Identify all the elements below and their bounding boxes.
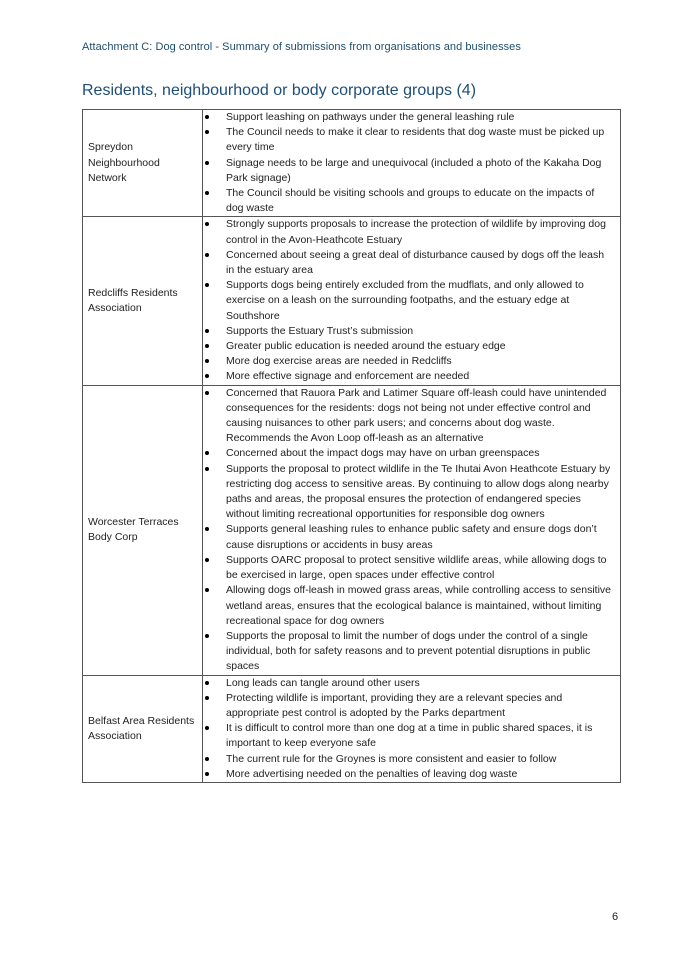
list-item: Signage needs to be large and unequivocal (included a photo of the Kakaha Dog Park signage) — [203, 156, 612, 186]
submission-points — [203, 110, 621, 217]
list-item: It is difficult to control more than one dog at a time in public shared spaces, it is important to keep everyone safe — [203, 721, 612, 751]
table-row — [83, 110, 621, 217]
document-header: Attachment C: Dog control - Summary of submissions from organisations and businesses — [82, 41, 521, 53]
list-item: Supports the proposal to limit the number of dogs under the control of a single individual, both for safety reasons and to prevent potential disruptions in public spaces — [203, 629, 612, 675]
section-title: Residents, neighbourhood or body corporate groups (4) — [82, 82, 477, 99]
bullet-list — [203, 676, 612, 782]
submissions-table — [82, 109, 621, 783]
submission-points — [203, 675, 621, 782]
table-row — [83, 675, 621, 782]
list-item: The Council needs to make it clear to residents that dog waste must be picked up every time — [203, 125, 612, 155]
list-item: More effective signage and enforcement are needed — [203, 369, 612, 384]
bullet-list — [203, 386, 612, 675]
bullet-list — [203, 217, 612, 384]
list-item: Concerned about seeing a great deal of disturbance caused by dogs off the leash in the estuary area — [203, 248, 612, 278]
list-item: Supports the Estuary Trust’s submission — [203, 324, 612, 339]
list-item: Supports the proposal to protect wildlife in the Te Ihutai Avon Heathcote Estuary by restricting dog access to sensitive areas. By continuing to allow dogs along nearby paths and areas, the proposal ensures the protection of endangered species without limiting recreational opportunities for responsible dog owners — [203, 462, 612, 523]
list-item: Allowing dogs off-leash in mowed grass areas, while controlling access to sensitive wetland areas, ensures that the ecological balance is maintained, without limiting recreational space for dog owners — [203, 583, 612, 629]
list-item: More dog exercise areas are needed in Redcliffs — [203, 354, 612, 369]
list-item: Support leashing on pathways under the general leashing rule — [203, 110, 612, 125]
list-item: More advertising needed on the penalties of leaving dog waste — [203, 767, 612, 782]
list-item: Supports general leashing rules to enhance public safety and ensure dogs don’t cause disruptions or accidents in busy areas — [203, 522, 612, 552]
page-number: 6 — [612, 911, 619, 923]
list-item: The Council should be visiting schools and groups to educate on the impacts of dog waste — [203, 186, 612, 216]
list-item: Long leads can tangle around other users — [203, 676, 612, 691]
bullet-list — [203, 110, 612, 216]
organisation-name: Belfast Area Residents Association — [83, 675, 203, 782]
organisation-name: Spreydon Neighbourhood Network — [83, 110, 203, 217]
list-item: Concerned about the impact dogs may have on urban greenspaces — [203, 446, 612, 461]
submission-points — [203, 217, 621, 385]
list-item: Strongly supports proposals to increase the protection of wildlife by improving dog control in the Avon-Heathcote Estuary — [203, 217, 612, 247]
table-row — [83, 385, 621, 675]
list-item: Supports dogs being entirely excluded from the mudflats, and only allowed to exercise on a leash on the surrounding footpaths, and the estuary edge at Southshore — [203, 278, 612, 324]
submission-points — [203, 385, 621, 675]
table-row — [83, 217, 621, 385]
list-item: Greater public education is needed around the estuary edge — [203, 339, 612, 354]
list-item: Supports OARC proposal to protect sensitive wildlife areas, while allowing dogs to be exercised in large, open spaces under effective control — [203, 553, 612, 583]
organisation-name: Redcliffs Residents Association — [83, 217, 203, 385]
list-item: Protecting wildlife is important, providing they are a relevant species and appropriate pest control is adopted by the Parks department — [203, 691, 612, 721]
organisation-name: Worcester Terraces Body Corp — [83, 385, 203, 675]
list-item: The current rule for the Groynes is more consistent and easier to follow — [203, 752, 612, 767]
list-item: Concerned that Rauora Park and Latimer Square off-leash could have unintended consequences for the residents: dogs not being not under effective control and causing nuisances to other park users; and concerns about dog waste. Recommends the Avon Loop off-leash as an alternative — [203, 386, 612, 447]
